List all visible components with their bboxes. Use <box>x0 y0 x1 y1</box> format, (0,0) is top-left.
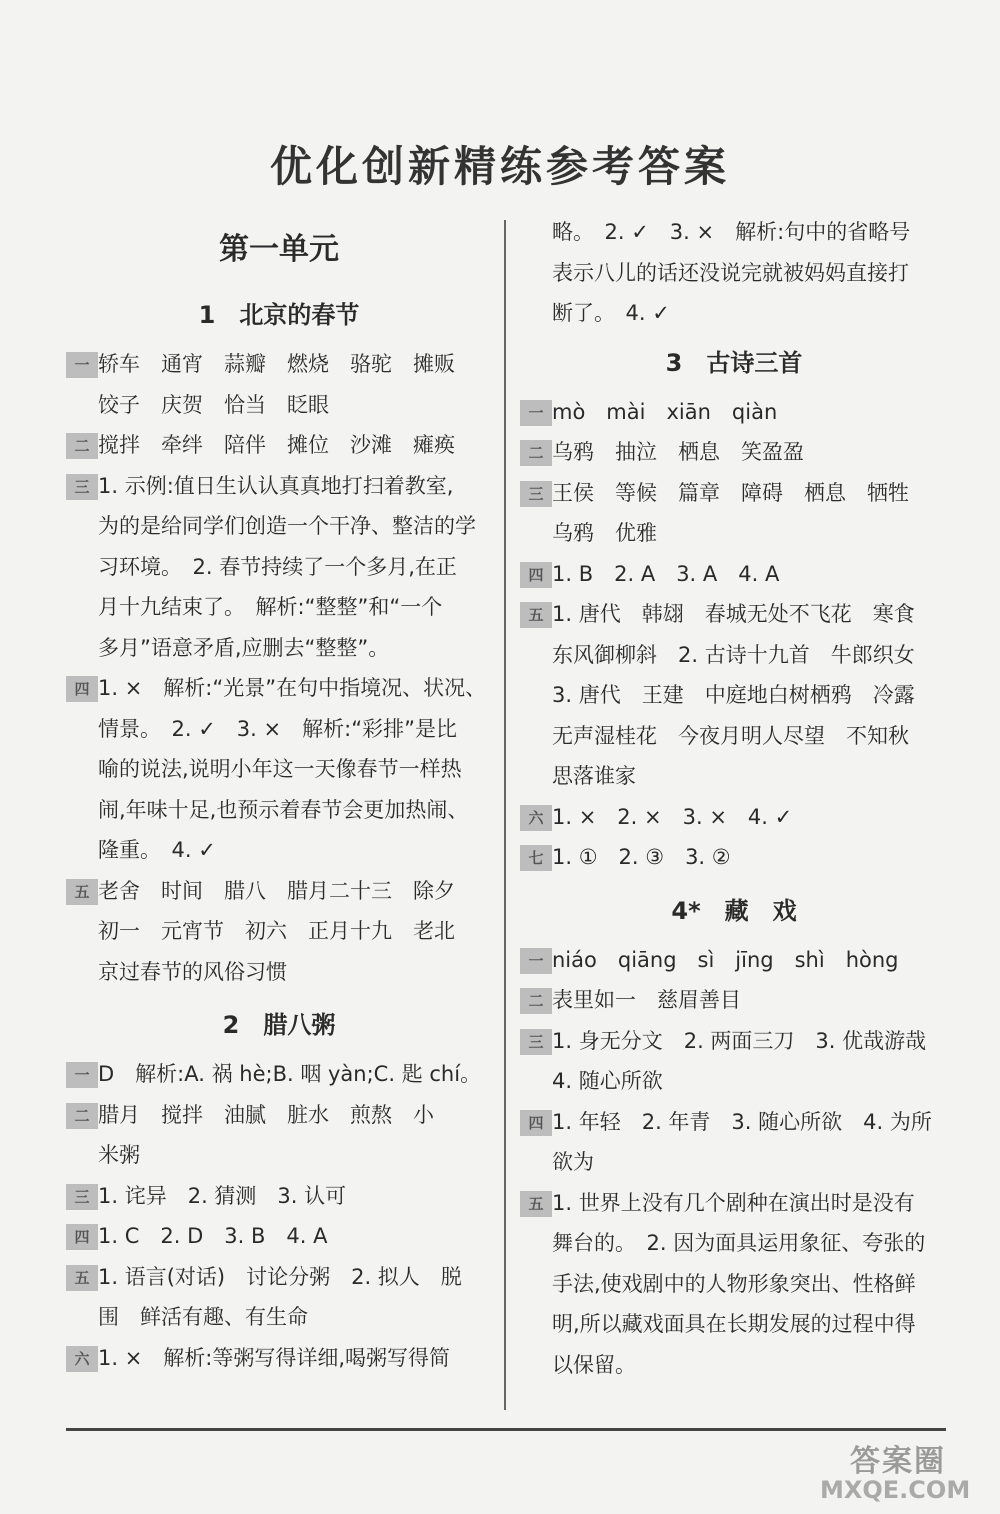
answer-line <box>520 940 948 981</box>
question-number-badge: 二 <box>66 433 98 459</box>
question-number-badge: 七 <box>520 845 552 871</box>
answer-line <box>66 830 492 871</box>
answer-text: mò mài xiān qiàn <box>552 399 778 424</box>
answer-line <box>520 1345 948 1386</box>
answer-line <box>520 837 948 878</box>
answer-text: 搅拌 牵绊 陪伴 摊位 沙滩 瘫痪 <box>98 433 455 457</box>
answer-text: 腊月 搅拌 油腻 脏水 煎熬 小 <box>98 1102 434 1127</box>
answer-line <box>66 871 492 912</box>
answer-text: 围 鲜活有趣、有生命 <box>98 1305 308 1329</box>
answer-text: 1. 唐代 韩翃 春城无处不飞花 寒食 <box>552 602 915 626</box>
answer-line <box>520 1183 948 1224</box>
answer-text: 无声湿桂花 今夜月明人尽望 不知秋 <box>552 723 909 748</box>
question-number-badge: 五 <box>66 1265 98 1291</box>
question-number-badge: 四 <box>66 1224 98 1250</box>
question-number-badge: 四 <box>520 1110 552 1136</box>
answer-line <box>520 635 948 676</box>
answer-line <box>66 1257 492 1298</box>
answer-line <box>66 1054 492 1095</box>
answer-line <box>66 790 492 831</box>
answer-line <box>520 1021 948 1062</box>
lesson-4-answers <box>520 940 948 1386</box>
answer-line <box>66 952 492 993</box>
answer-line <box>66 425 492 466</box>
lesson-heading-1: 1 北京的春节 <box>198 301 360 329</box>
footer-rule <box>66 1428 946 1431</box>
answer-line <box>520 797 948 838</box>
question-number-badge: 六 <box>66 1346 98 1372</box>
page-title: 优化创新精练参考答案 <box>269 142 730 191</box>
answer-text: 闹,年味十足,也预示着春节会更加热闹、 <box>98 797 469 822</box>
lesson-3-answers <box>520 392 948 878</box>
answer-line <box>66 911 492 952</box>
answer-text: 手法,使戏剧中的人物形象突出、性格鲜 <box>552 1271 916 1296</box>
answer-line <box>520 1061 948 1102</box>
answer-line <box>520 1102 948 1143</box>
question-number-badge: 一 <box>520 948 552 974</box>
answer-line <box>66 628 492 669</box>
answer-line <box>520 1304 948 1345</box>
answer-line <box>66 547 492 588</box>
answer-line <box>520 293 948 334</box>
column-divider <box>504 220 506 1410</box>
question-number-badge: 一 <box>520 400 552 426</box>
answer-text: 1. 示例:值日生认认真真地打扫着教室, <box>98 473 454 498</box>
answer-text: 为的是给同学们创造一个干净、整洁的学 <box>98 514 476 538</box>
answer-text: 轿车 通宵 蒜瓣 燃烧 骆驼 摊贩 <box>98 352 455 376</box>
answer-text: 隆重。 4. ✓ <box>98 838 216 862</box>
answer-text: 1. × 2. × 3. × 4. ✓ <box>552 804 793 829</box>
answer-line <box>66 1135 492 1176</box>
answer-line <box>520 1264 948 1305</box>
answer-line <box>66 506 492 547</box>
answer-text: 表里如一 慈眉善目 <box>552 988 741 1012</box>
answer-text: 略。 2. ✓ 3. × 解析:句中的省略号 <box>552 220 911 244</box>
answer-text: 1. × 解析:“光景”在句中指境况、状况、 <box>98 676 487 700</box>
question-number-badge: 二 <box>66 1103 98 1129</box>
answer-text: 1. × 解析:等粥写得详细,喝粥写得简 <box>98 1345 451 1370</box>
answer-line <box>66 344 492 385</box>
answer-text: 米粥 <box>98 1143 140 1167</box>
answer-line <box>520 675 948 716</box>
question-number-badge: 三 <box>520 1029 552 1055</box>
answer-text: D 解析:A. 祸 hè;B. 咽 yàn;C. 匙 chí。 <box>98 1062 482 1086</box>
answer-line <box>66 587 492 628</box>
answer-text: 思落谁家 <box>552 764 636 788</box>
question-number-badge: 四 <box>520 562 552 588</box>
answer-text: 1. 语言(对话) 讨论分粥 2. 拟人 脱 <box>98 1264 462 1289</box>
answer-text: 欲为 <box>552 1150 594 1174</box>
answer-text: 乌鸦 优雅 <box>552 521 657 545</box>
answer-text: 乌鸦 抽泣 栖息 笑盈盈 <box>552 440 804 464</box>
answer-text: 表示八儿的话还没说完就被妈妈直接打 <box>552 260 909 285</box>
answer-text: 1. 世界上没有几个剧种在演出时是没有 <box>552 1190 915 1215</box>
answer-text: 月十九结束了。 解析:“整整”和“一个 <box>98 595 443 619</box>
answer-text: 1. 年轻 2. 年青 3. 随心所欲 4. 为所 <box>552 1109 932 1134</box>
lesson-heading-4: 4* 藏 戏 <box>671 896 797 925</box>
answer-line <box>520 392 948 433</box>
answer-text: 京过春节的风俗习惯 <box>98 959 287 984</box>
answer-text: 王侯 等候 篇章 障碍 栖息 牺牲 <box>552 480 909 505</box>
watermark-logo <box>820 1436 990 1506</box>
answer-text: 东风御柳斜 2. 古诗十九首 牛郎织女 <box>552 642 915 667</box>
answer-text: 1. ① 2. ③ 3. ② <box>552 845 731 869</box>
answer-line <box>66 1216 492 1257</box>
question-number-badge: 二 <box>520 988 552 1014</box>
answer-line <box>66 466 492 507</box>
answer-text: 饺子 庆贺 恰当 眨眼 <box>98 392 329 417</box>
answer-text: 1. 身无分文 2. 两面三刀 3. 优哉游哉 <box>552 1028 927 1053</box>
answer-line <box>520 554 948 595</box>
lesson-1-answers <box>66 344 492 992</box>
question-number-badge: 五 <box>66 879 98 905</box>
answer-line <box>520 513 948 554</box>
answer-text: 情景。 2. ✓ 3. × 解析:“彩排”是比 <box>98 716 457 741</box>
question-number-badge: 六 <box>520 805 552 831</box>
answer-text: 4. 随心所欲 <box>552 1069 663 1093</box>
left-column <box>66 212 492 1378</box>
answer-line <box>520 253 948 294</box>
question-number-badge: 二 <box>520 440 552 466</box>
answer-line <box>66 1338 492 1379</box>
watermark-stamp: 答案圈 <box>850 1444 946 1479</box>
question-number-badge: 五 <box>520 602 552 628</box>
answer-text: 断了。 4. ✓ <box>552 301 670 325</box>
answer-line <box>520 980 948 1021</box>
answer-text: 舞台的。 2. 因为面具运用象征、夸张的 <box>552 1231 926 1255</box>
question-number-badge: 三 <box>66 1184 98 1210</box>
answer-text: 初一 元宵节 初六 正月十九 老北 <box>98 919 455 943</box>
answer-text: niáo qiāng sì jīng shì hòng <box>552 947 899 972</box>
answer-line <box>66 385 492 426</box>
answer-text: 明,所以藏戏面具在长期发展的过程中得 <box>552 1312 916 1336</box>
question-number-badge: 四 <box>66 676 98 702</box>
question-number-badge: 一 <box>66 1062 98 1088</box>
answer-line <box>520 1223 948 1264</box>
answer-line <box>520 756 948 797</box>
answer-text: 1. 诧异 2. 猜测 3. 认可 <box>98 1183 347 1208</box>
answer-line <box>520 716 948 757</box>
answer-line <box>66 1297 492 1338</box>
right-column <box>520 212 948 1385</box>
watermark-url: MXQE.COM <box>820 1476 971 1504</box>
question-number-badge: 五 <box>520 1191 552 1217</box>
answer-line <box>66 1176 492 1217</box>
answer-line <box>66 749 492 790</box>
lesson-heading-2: 2 腊八粥 <box>222 1011 336 1039</box>
lesson-heading-3: 3 古诗三首 <box>665 348 803 377</box>
answer-text: 老舍 时间 腊八 腊月二十三 除夕 <box>98 878 455 903</box>
lesson-2-answers <box>66 1054 492 1378</box>
answer-line <box>520 212 948 253</box>
answer-line <box>520 432 948 473</box>
question-number-badge: 三 <box>520 481 552 507</box>
answer-text: 喻的说法,说明小年这一天像春节一样热 <box>98 757 462 781</box>
question-number-badge: 一 <box>66 352 98 378</box>
unit-heading: 第一单元 <box>219 232 339 267</box>
question-number-badge: 三 <box>66 474 98 500</box>
answer-text: 以保留。 <box>552 1352 636 1377</box>
answer-line <box>520 473 948 514</box>
answer-text: 多月”语意矛盾,应删去“整整”。 <box>98 635 390 660</box>
answer-text: 1. B 2. A 3. A 4. A <box>552 561 780 586</box>
answer-text: 1. C 2. D 3. B 4. A <box>98 1224 328 1248</box>
answer-line <box>520 594 948 635</box>
answer-line <box>66 709 492 750</box>
answer-text: 习环境。 2. 春节持续了一个多月,在正 <box>98 554 457 579</box>
answer-line <box>66 1095 492 1136</box>
lesson-2-continued <box>520 212 948 334</box>
answer-line <box>66 668 492 709</box>
answer-text: 3. 唐代 王建 中庭地白树栖鸦 冷露 <box>552 683 915 707</box>
answer-line <box>520 1142 948 1183</box>
